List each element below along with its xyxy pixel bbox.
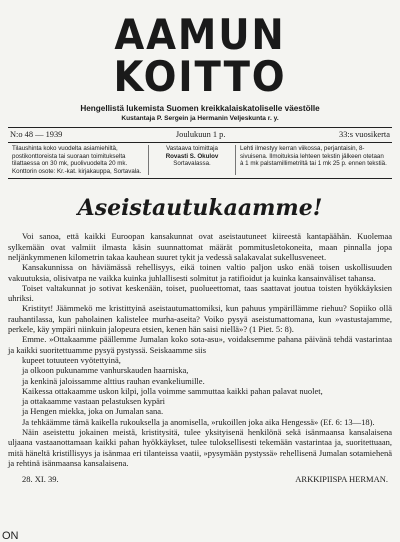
signoff-author: ARKKIPIISPA HERMAN. bbox=[295, 474, 388, 485]
paragraph: Näin aseistettu jokainen meistä, kristitysitä, tulee yksityisenä henkilönä sekä isänmaansa kansalaisena uljaana vastaanottamaan kaikki pahan hyökkäykset, tulee tuloksellisesti tekemään vastarintaa ja, suoritettuaan, mitä häneltä kristillisyys ja isänmaa eri tilanteissa vaatii, »pysymään pystyssä» rehellisenä Jumalan sotamiehenä ja rehtinä isänmaansa kansalaisena. bbox=[8, 427, 392, 468]
paragraph: Toiset valtakunnat jo sotivat keskenään, toiset, puolueettomat, taas saattavat joutua toisten hyökkäyksien uhriksi. bbox=[8, 282, 392, 304]
verse-line: Kaikessa ottakaamme uskon kilpi, jolla voimme sammuttaa kaikki pahan palavat nuolet, bbox=[22, 385, 323, 396]
editor-place: Sortavalassa. bbox=[173, 160, 211, 168]
signoff bbox=[8, 474, 392, 484]
paragraph: Emme. »Ottakaamme päällemme Jumalan koko sota-asu», voidaksemme pahana päivänä tehdä vastarintaa ja kaikki suoritettuamme pysyä pystyssä. Seiskaamme siis bbox=[8, 334, 392, 355]
masthead-title: AAMUN KOITTO bbox=[113, 10, 287, 101]
paragraph: Kansakunnissa on häviämässä rehellisyys, eikä toinen valtio paljon usko enää toisen uskollisuuden vakuutuksia, olisivatpa ne vaikka kuinka juhlallisesti solmitut ja ratifioidut ja kuinka kansainväliset tahansa. bbox=[8, 262, 392, 283]
verse-line: Ja tehkäämme tämä kaikella rukouksella ja anomisella, »rukoillen joka aika Hengessä» (Ef. 6: 13—18). bbox=[22, 416, 375, 427]
paragraph: Kristityt! Jäämmekö me kristittyinä aseistautumattomiksi, kun pahuus ympärillämme riehuu? Sopiiko ollä rauhantilassa, kun paholainen kalistelee murha-aseita? Voiko pysyä aseistumattomana, kun »vastustajamme, perkele, käy ympäri niinkuin jalopeura etsien, kenen hän saisi niellä»? (1 Piet. 5: 8). bbox=[8, 303, 392, 335]
issue-volume: 33:s vuosikerta bbox=[339, 130, 390, 139]
editor-label: Vastaava toimittaja bbox=[166, 145, 218, 152]
verse-line: ja olkoon pukunamme vanhurskauden haarniska, bbox=[22, 365, 189, 376]
masthead-subtitle: Hengellistä lukemista Suomen kreikkalaiskatoliselle väestölle bbox=[80, 104, 320, 113]
publication-info-text: Lehti ilmestyy kerran viikossa, perjantaisin, 8-sivuisena. Ilmoituksia lehteen tekstin jälkeen otetaan à 1 mk palstamillimetriltä tai 1 mk 25 p. ennen tekstiä. bbox=[240, 145, 387, 168]
verse-line: ja Hengen miekka, joka on Jumalan sana. bbox=[22, 406, 164, 417]
verse-line: ja kenkinä jaloissamme alttius rauhan evankeliumille. bbox=[22, 375, 205, 386]
issue-date: Joulukuun 1 p. bbox=[175, 130, 226, 139]
verse-line: ja ottakaamme vastaan pelastuksen kypäri bbox=[22, 396, 166, 407]
signoff-date: 28. XI. 39. bbox=[22, 474, 59, 485]
article-body bbox=[8, 231, 392, 468]
issue-bar bbox=[8, 127, 392, 143]
editor-box bbox=[148, 145, 236, 175]
newspaper-page bbox=[8, 10, 392, 534]
article-headline: Aseistautukaamme! bbox=[77, 195, 323, 222]
issue-number: N:o 48 — 1939 bbox=[10, 130, 63, 139]
subscription-info-box bbox=[8, 143, 392, 179]
publisher-line: Kustantaja P. Sergein ja Hermanin Veljeskunta r. y. bbox=[121, 115, 279, 122]
editor-name: Rovasti S. Okulov bbox=[165, 152, 219, 160]
subscription-price-text: Tilaushinta koko vuodelta asiamiehiltä, postikonttoreista tai suoraan toimitukselta tilattaessa on 30 mk, puolivuodelta 20 mk. Konttorin osote: Kr.-kat. kirjakauppa, Sortavala. bbox=[12, 145, 142, 175]
corner-tag: ON bbox=[2, 530, 19, 542]
paragraph: Voi sanoa, että kaikki Euroopan kansakunnat ovat aseistautuneet kiireestä kantapäähän. Kuolemaa sylkemään ovat valmiit ilmasta käsin suunnattomat määrät pommitusletokoneita, maan pinnalla jopa neljänkymmenen kilometrin takaa kauhean suuret tykit ja vedessä salakavalat sukellusveneet. bbox=[8, 231, 392, 262]
verse-line: kupeet totuuteen vyötettyinä, bbox=[22, 354, 121, 365]
